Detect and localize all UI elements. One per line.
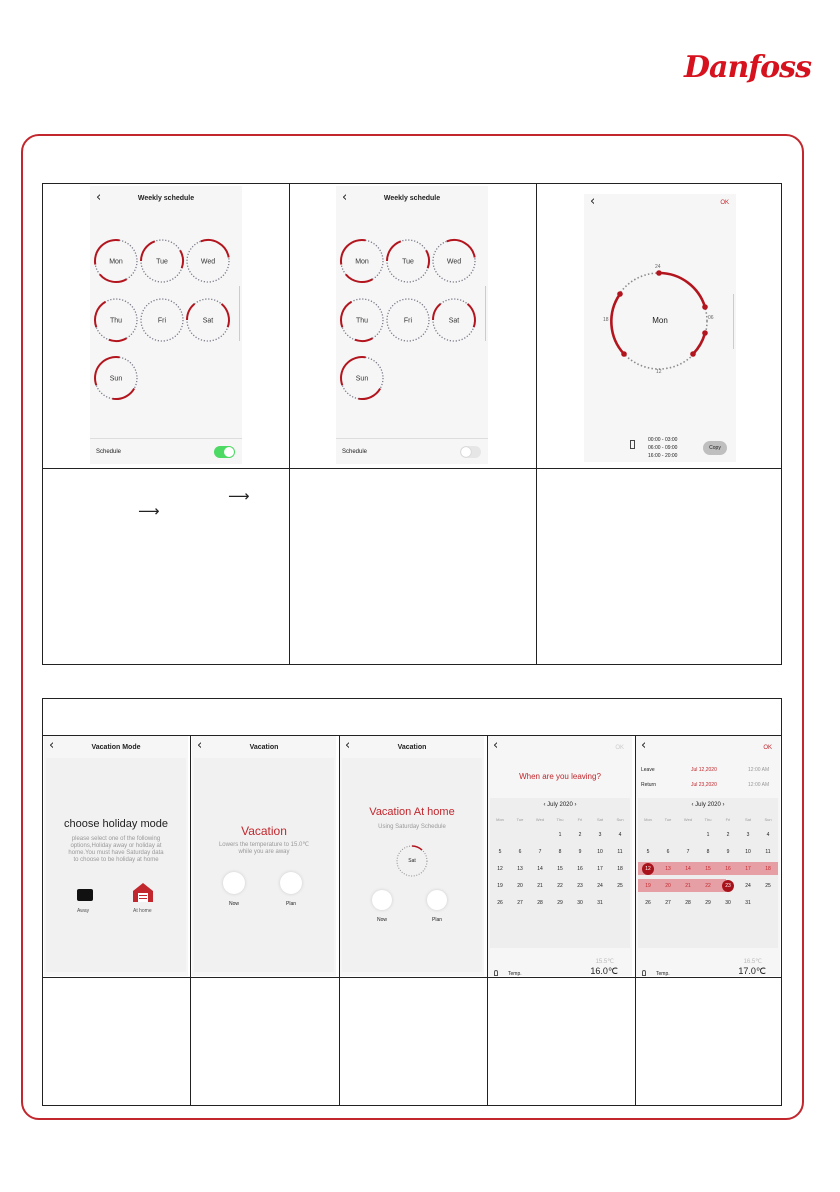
calendar-day[interactable]: 22 — [705, 883, 711, 889]
calendar-day[interactable]: 13 — [517, 866, 523, 872]
calendar-day[interactable]: 18 — [617, 866, 623, 872]
vacation-home-heading: Vacation At home — [369, 806, 455, 818]
weekday-label: Fri — [725, 817, 731, 822]
calendar-day[interactable]: 19 — [497, 883, 503, 889]
vacation-mode-screen — [44, 736, 188, 976]
calendar-day[interactable]: 3 — [598, 832, 602, 838]
ok-button[interactable]: OK — [720, 200, 729, 206]
screen-title: Vacation — [249, 744, 279, 751]
weekday-label: Sun — [764, 817, 772, 822]
leave-label: Leave — [641, 767, 655, 773]
calendar-day[interactable]: 17 — [745, 866, 751, 872]
calendar-day[interactable]: 8 — [706, 849, 710, 855]
calendar-day[interactable]: 31 — [597, 900, 603, 906]
weekday-label: Sat — [744, 817, 751, 822]
plan-label[interactable]: Plan — [432, 917, 443, 923]
weekday-label: Tue — [516, 817, 524, 822]
calendar-day[interactable]: 28 — [537, 900, 543, 906]
back-icon[interactable]: ‹ — [590, 194, 596, 209]
schedule-arc — [387, 241, 401, 261]
vacation-description: Lowers the temperature to 15.0℃ while you are away — [218, 842, 310, 855]
weekday-label: Wed — [683, 817, 693, 822]
calendar-day[interactable]: 23 — [722, 880, 734, 892]
scrollbar[interactable] — [485, 286, 486, 341]
period-item: 06:00 - 09:00 — [648, 445, 678, 451]
schedule-arc — [100, 275, 127, 283]
calendar-day[interactable]: 20 — [665, 883, 671, 889]
day-ring-label: Wed — [200, 258, 216, 266]
weekday-label: Mon — [644, 817, 652, 822]
calendar-day[interactable]: 27 — [517, 900, 523, 906]
calendar-day[interactable]: 31 — [745, 900, 751, 906]
calendar-day[interactable]: 12 — [642, 863, 654, 875]
day-ring-label: Sat — [448, 317, 460, 325]
schedule-arc — [447, 240, 475, 257]
back-icon[interactable]: ‹ — [49, 738, 55, 753]
temp-value: 16.0℃ — [590, 966, 618, 976]
schedule-arc — [201, 240, 229, 257]
temp-value: 17.0℃ — [738, 966, 766, 976]
calendar-day[interactable]: 29 — [557, 900, 563, 906]
content-card — [194, 758, 334, 972]
schedule-label: Schedule — [342, 449, 368, 455]
bell-icon — [642, 970, 646, 976]
toggle-knob — [224, 447, 234, 457]
vacation-range-screen — [636, 736, 780, 976]
temp-label: Temp. — [656, 971, 670, 976]
weekly-schedule-screen-on — [90, 186, 242, 464]
hour-label-18: 18 — [603, 317, 609, 323]
screen-title: Weekly schedule — [137, 195, 195, 202]
back-icon[interactable]: ‹ — [96, 190, 102, 205]
hour-label-06: 06 — [708, 315, 714, 321]
schedule-arc — [426, 251, 429, 269]
day-ring-label: Sun — [109, 375, 123, 383]
day-rings[interactable] — [90, 231, 242, 461]
calendar-day[interactable]: 7 — [686, 849, 690, 855]
now-label[interactable]: Now — [229, 901, 240, 907]
calendar-day[interactable]: 25 — [617, 883, 623, 889]
calendar-day[interactable]: 26 — [497, 900, 503, 906]
calendar-day[interactable]: 27 — [665, 900, 671, 906]
at-home-label[interactable]: At home — [133, 908, 152, 914]
day-editor-screen — [584, 194, 736, 462]
schedule-subtitle: Using Saturday Schedule — [378, 824, 446, 830]
day-ring-label: Sun — [355, 375, 369, 383]
schedule-arc — [355, 338, 373, 341]
calendar-day[interactable]: 2 — [578, 832, 582, 838]
weekday-label: Mon — [496, 817, 504, 822]
scrollbar[interactable] — [733, 294, 734, 349]
calendar-day[interactable]: 7 — [538, 849, 542, 855]
period-list — [648, 436, 677, 460]
scrollbar[interactable] — [239, 286, 240, 341]
calendar-day[interactable]: 16 — [725, 866, 731, 872]
arrow-icon: ⟶ — [138, 502, 160, 520]
day-clock-dial[interactable] — [584, 244, 736, 444]
back-icon[interactable]: ‹ — [342, 190, 348, 205]
leaving-question: When are you leaving? — [519, 772, 601, 781]
schedule-arc — [341, 302, 351, 327]
schedule-arc — [346, 275, 373, 283]
schedule-toggle[interactable] — [214, 446, 235, 458]
plan-label[interactable]: Plan — [286, 901, 297, 907]
calendar-day[interactable]: 28 — [685, 900, 691, 906]
calendar-day[interactable]: 20 — [517, 883, 523, 889]
now-icon[interactable] — [372, 890, 392, 910]
vacation-at-home-screen — [340, 736, 484, 976]
calendar-day[interactable]: 9 — [578, 849, 582, 855]
calendar-day[interactable]: 10 — [597, 849, 603, 855]
calendar-day[interactable]: 25 — [765, 883, 771, 889]
calendar-day[interactable]: 18 — [765, 866, 771, 872]
calendar-day[interactable]: 16 — [577, 866, 583, 872]
leave-date[interactable]: Jul 12,2020 — [691, 767, 717, 773]
schedule-toggle[interactable] — [460, 446, 481, 458]
weekday-label: Thu — [704, 817, 712, 822]
day-ring-label: Thu — [355, 317, 369, 325]
schedule-arc — [358, 389, 380, 400]
day-ring-label: Mon — [109, 258, 123, 266]
weekday-label: Sat — [596, 817, 603, 822]
calendar-day[interactable]: 26 — [645, 900, 651, 906]
calendar-grid[interactable] — [636, 798, 780, 948]
screen-title: Weekly schedule — [383, 195, 441, 202]
calendar-day[interactable]: 22 — [557, 883, 563, 889]
day-rings[interactable] — [336, 231, 488, 461]
holiday-mode-heading: choose holiday mode — [64, 818, 168, 830]
day-label: Mon — [652, 316, 668, 325]
weekday-label: Wed — [535, 817, 545, 822]
weekday-label: Sun — [616, 817, 624, 822]
calendar-month-header: ‹ July 2020 › — [543, 802, 577, 808]
calendar-day[interactable]: 15 — [705, 866, 711, 872]
calendar-day[interactable]: 23 — [577, 883, 583, 889]
calendar-day[interactable]: 14 — [685, 866, 691, 872]
calendar-day[interactable]: 13 — [665, 866, 671, 872]
calendar-day[interactable]: 5 — [498, 849, 502, 855]
ok-button[interactable]: OK — [615, 745, 624, 751]
schedule-arc — [222, 304, 229, 327]
calendar-day[interactable]: 11 — [765, 849, 771, 855]
schedule-label: Schedule — [96, 449, 122, 455]
calendar-day[interactable]: 14 — [537, 866, 543, 872]
weekday-label: Fri — [577, 817, 583, 822]
calendar-day[interactable]: 2 — [726, 832, 730, 838]
back-icon[interactable]: ‹ — [197, 738, 203, 753]
away-label[interactable]: Away — [77, 908, 90, 914]
calendar-month-header: ‹ July 2020 › — [691, 802, 725, 808]
temp-label: Temp. — [508, 971, 522, 976]
schedule-arc — [109, 338, 127, 341]
calendar-day[interactable]: 24 — [597, 883, 603, 889]
calendar-day[interactable]: 1 — [558, 832, 562, 838]
day-ring-label: Tue — [156, 258, 168, 266]
period-item: 16:00 - 20:00 — [648, 453, 678, 459]
bell-icon — [494, 970, 498, 976]
schedule-arc — [112, 389, 134, 400]
hour-label-12: 12 — [656, 369, 662, 375]
schedule-arc — [468, 304, 475, 327]
calendar-grid[interactable] — [488, 798, 632, 948]
divider — [336, 438, 488, 439]
schedule-arc — [95, 302, 105, 327]
leave-time[interactable]: 12:00 AM — [748, 767, 770, 773]
calendar-day[interactable]: 6 — [666, 849, 670, 855]
calendar-day[interactable]: 30 — [725, 900, 731, 906]
day-ring-label: Tue — [402, 258, 414, 266]
divider — [90, 438, 242, 439]
back-icon[interactable]: ‹ — [345, 738, 351, 753]
schedule-arc — [187, 304, 195, 320]
day-ring-label: Mon — [355, 258, 369, 266]
calendar-day[interactable]: 6 — [518, 849, 522, 855]
temp-top: 16.5℃ — [743, 959, 762, 965]
calendar-day[interactable]: 1 — [706, 832, 710, 838]
content-card — [46, 758, 186, 972]
hour-label-24: 24 — [655, 264, 661, 270]
leaving-date-screen — [488, 736, 632, 976]
calendar-day[interactable]: 5 — [646, 849, 650, 855]
screen-title: Vacation — [397, 744, 427, 751]
temp-top: 15.5℃ — [595, 959, 614, 965]
calendar-day[interactable]: 24 — [745, 883, 751, 889]
calendar-day[interactable]: 4 — [618, 832, 622, 838]
schedule-arc — [433, 304, 441, 320]
calendar-day[interactable]: 21 — [685, 883, 691, 889]
calendar-day[interactable]: 19 — [645, 883, 651, 889]
return-time[interactable]: 12:00 AM — [748, 782, 770, 788]
arrow-icon: ⟶ — [228, 487, 250, 505]
back-icon[interactable]: ‹ — [493, 738, 499, 753]
sat-label: Sat — [408, 858, 416, 864]
schedule-arc — [141, 241, 155, 261]
toggle-knob — [461, 447, 471, 457]
calendar-day[interactable]: 15 — [557, 866, 563, 872]
screen-title: Vacation Mode — [91, 744, 141, 751]
away-briefcase-icon[interactable] — [77, 889, 93, 901]
weekly-schedule-screen-off — [336, 186, 488, 464]
back-icon[interactable]: ‹ — [641, 738, 647, 753]
period-item: 00:00 - 03:00 — [648, 437, 678, 443]
calendar-day[interactable]: 12 — [497, 866, 503, 872]
vacation-heading: Vacation — [241, 824, 287, 838]
calendar-day[interactable]: 10 — [745, 849, 751, 855]
plan-icon[interactable] — [280, 872, 302, 894]
vacation-screen — [192, 736, 336, 976]
calendar-day[interactable]: 11 — [617, 849, 623, 855]
day-ring-label: Fri — [403, 317, 413, 325]
calendar-day[interactable]: 29 — [705, 900, 711, 906]
calendar-day[interactable]: 3 — [746, 832, 750, 838]
schedule-arc — [180, 251, 183, 269]
day-ring-label: Thu — [109, 317, 123, 325]
weekday-label: Tue — [664, 817, 672, 822]
day-ring-label: Sat — [202, 317, 214, 325]
now-icon[interactable] — [223, 872, 245, 894]
calendar-day[interactable]: 30 — [577, 900, 583, 906]
copy-button[interactable]: Copy — [703, 441, 727, 455]
plan-icon[interactable] — [427, 890, 447, 910]
weekday-label: Thu — [556, 817, 564, 822]
calendar-day[interactable]: 4 — [766, 832, 770, 838]
ok-button[interactable]: OK — [763, 745, 772, 751]
calendar-day[interactable]: 8 — [558, 849, 562, 855]
calendar-day[interactable]: 17 — [597, 866, 603, 872]
return-label: Return — [641, 782, 657, 788]
holiday-mode-description: please select one of the following options,Holiday away or holiday at home.You must have Saturday data to choose to be holiday at home — [68, 836, 164, 863]
return-date[interactable]: Jul 23,2020 — [691, 782, 717, 788]
door-icon — [630, 440, 635, 449]
day-ring-label: Fri — [157, 317, 167, 325]
calendar-day[interactable]: 21 — [537, 883, 543, 889]
now-label[interactable]: Now — [377, 917, 388, 923]
calendar-day[interactable]: 9 — [726, 849, 730, 855]
at-home-house-icon[interactable] — [131, 881, 155, 903]
day-ring-label: Wed — [446, 258, 462, 266]
danfoss-logo: Danfoss — [684, 50, 811, 85]
